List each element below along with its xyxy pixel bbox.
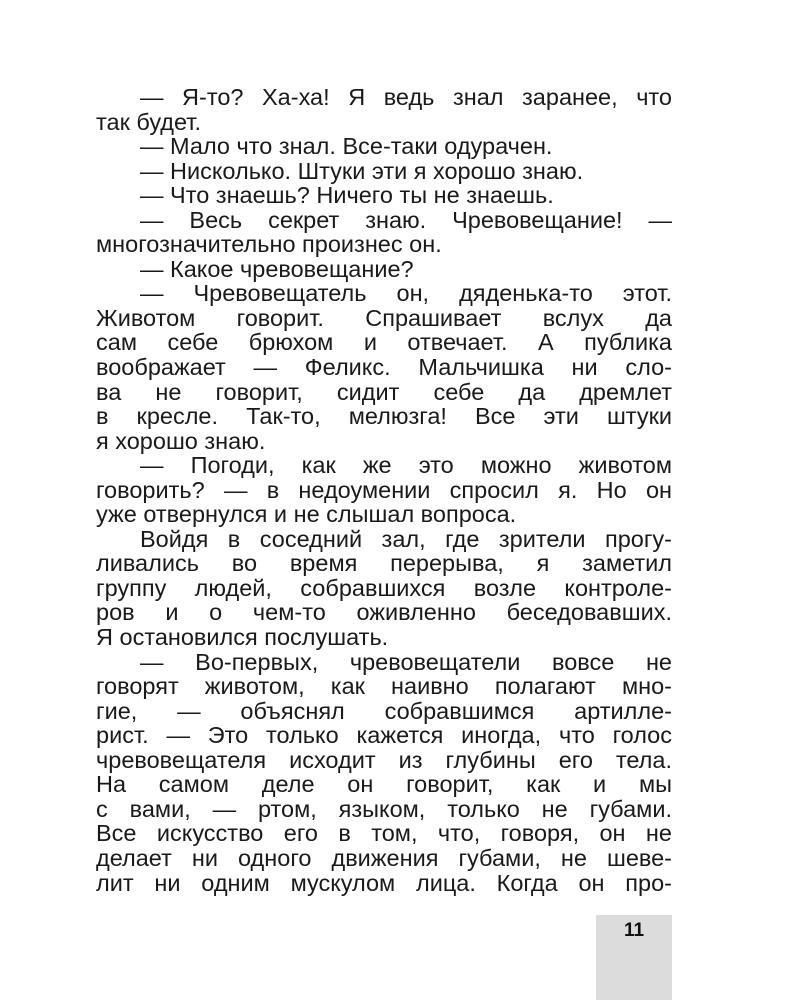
text-line: рист. — Это только кажется иногда, что голос: [96, 722, 672, 749]
text-line: многозначительно произнес он.: [96, 231, 442, 258]
text-line: говорят животом, как наивно полагают мно-: [96, 673, 672, 700]
text-line: Войдя в соседний зал, где зрители прогу-: [140, 525, 672, 552]
page-number-box: [596, 915, 672, 1000]
text-line: чревовещателя исходит из глубины его тела.: [96, 746, 672, 773]
text-line: — Чревовещатель он, дяденька-то этот.: [140, 280, 672, 307]
text-line: Я остановился послушать.: [96, 624, 389, 651]
text-line: — Нисколько. Штуки эти я хорошо знаю.: [140, 157, 584, 184]
text-line: — Во-первых, чревовещатели вовсе не: [140, 648, 672, 675]
text-line: ва не говорит, сидит себе да дремлет: [96, 378, 672, 405]
text-line: воображает — Феликс. Мальчишка ни сло-: [96, 354, 672, 381]
text-line: — Что знаешь? Ничего ты не знаешь.: [140, 182, 554, 209]
text-line: делает ни одного движения губами, не шеве-: [96, 844, 672, 871]
text-line: с вами, — ртом, языком, только не губами.: [96, 795, 672, 822]
text-line: Все искусство его в том, что, говоря, он не: [96, 820, 672, 847]
text-line: в кресле. Так-то, мелюзга! Все эти штуки: [96, 403, 672, 430]
body-text: [96, 85, 672, 895]
text-line: сам себе брюхом и отвечает. А публика: [96, 329, 672, 356]
text-line: ливались во время перерыва, я заметил: [96, 550, 672, 577]
text-line: говорить? — в недоумении спросил я. Но он: [96, 476, 672, 503]
text-line: я хорошо знаю.: [96, 427, 266, 454]
text-line: ров и о чем-то оживленно беседовавших.: [96, 599, 672, 626]
text-line: уже отвернулся и не слышал вопроса.: [96, 501, 517, 528]
text-line: — Мало что знал. Все-таки одурачен.: [140, 133, 553, 160]
text-line: — Какое чревовещание?: [140, 255, 414, 282]
text-line: — Погоди, как же это можно животом: [140, 452, 672, 479]
text-line: На самом деле он говорит, как и мы: [96, 771, 672, 798]
text-line: Животом говорит. Спрашивает вслух да: [96, 304, 672, 331]
page-number: 11: [623, 920, 645, 941]
text-line: — Весь секрет знаю. Чревовещание! —: [140, 206, 672, 233]
text-line: группу людей, собравшихся возле контроле-: [96, 574, 672, 601]
text-line: — Я-то? Ха-ха! Я ведь знал заранее, что: [140, 84, 672, 110]
text-line: так будет.: [96, 108, 201, 135]
text-line: лит ни одним мускулом лица. Когда он про-: [96, 869, 672, 896]
text-line: гие, — объяснял собравшимся артилле-: [96, 697, 672, 724]
